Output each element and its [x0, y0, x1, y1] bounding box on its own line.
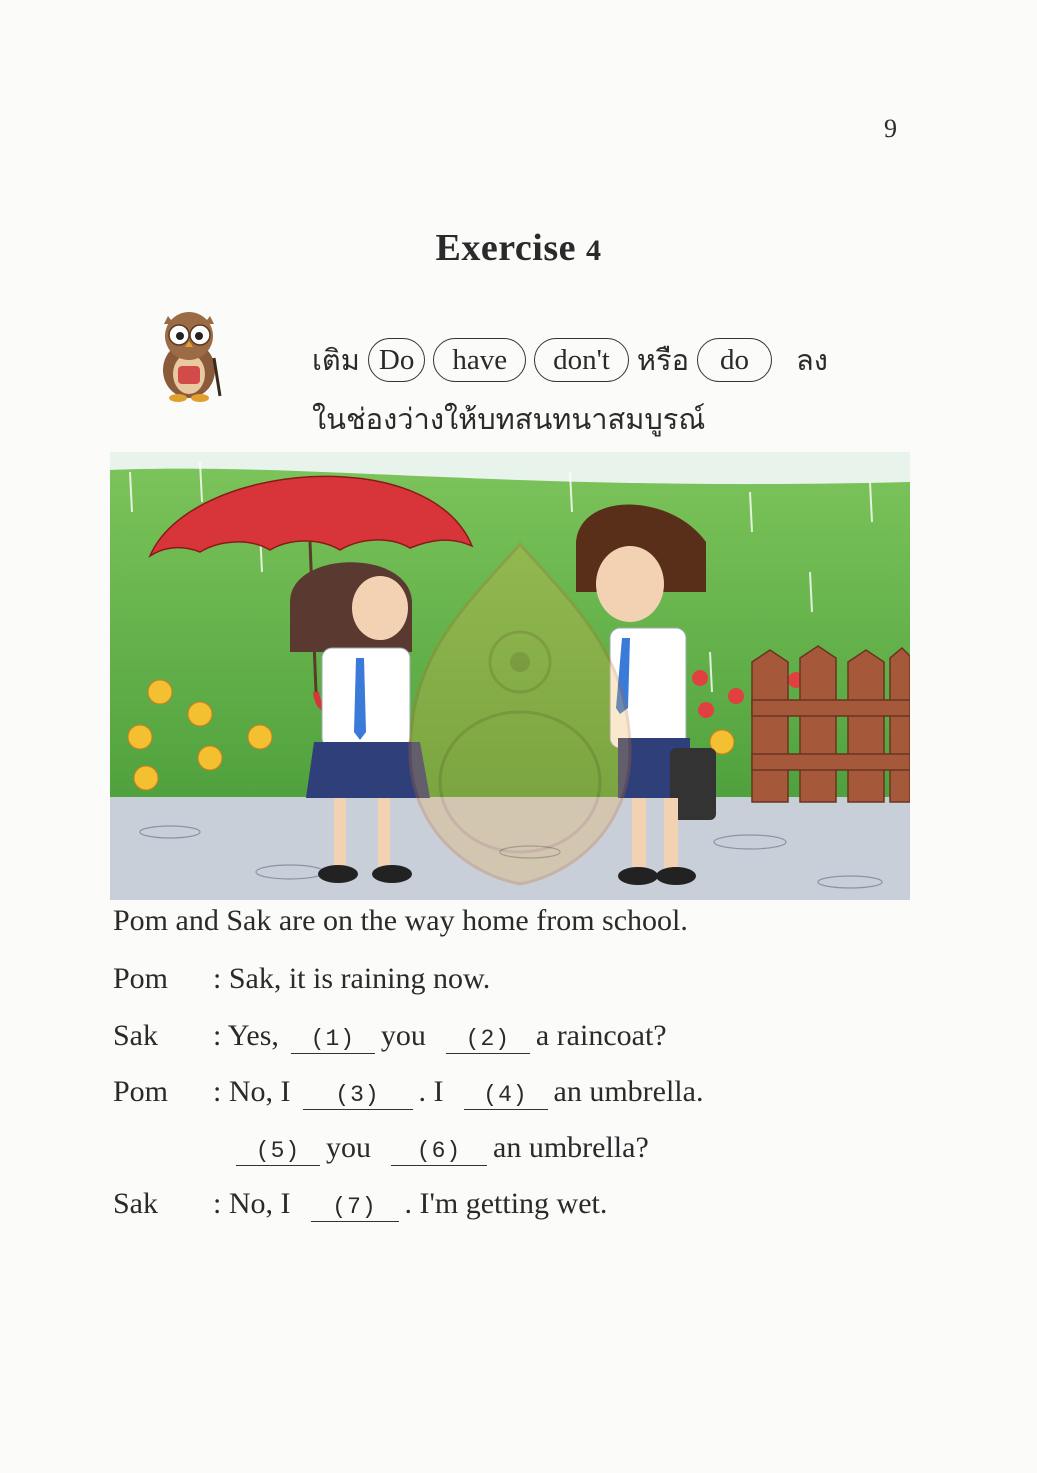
exercise-number: 4	[585, 234, 602, 267]
owl-mascot-icon	[150, 308, 228, 403]
answer-blank-2[interactable]: (2)	[446, 1025, 530, 1054]
exercise-title	[0, 226, 1037, 270]
instruction-line-2: ในช่องว่างให้บทสนทนาสมบูรณ์	[312, 404, 706, 436]
dialog-line-3	[213, 1075, 709, 1110]
dialog-line-4	[236, 1131, 655, 1166]
speaker-sak-1: Sak	[113, 1019, 158, 1052]
answer-blank-7[interactable]: (7)	[311, 1193, 399, 1222]
word-choice-dont: don't	[534, 338, 629, 382]
instruction-line-1	[312, 334, 902, 386]
answer-blank-4[interactable]: (4)	[464, 1081, 548, 1110]
dialog-text: you	[326, 1131, 371, 1164]
instruction-suffix: ลง	[795, 345, 828, 377]
dialog-text: : No, I	[213, 1075, 291, 1108]
page-number: 9	[884, 114, 897, 143]
answer-blank-3[interactable]: (3)	[303, 1081, 413, 1110]
dialog-line-1: : Sak, it is raining now.	[213, 962, 491, 995]
scene-description: Pom and Sak are on the way home from school.	[113, 904, 688, 937]
dialog-text: : No, I	[213, 1187, 291, 1220]
dialog-text: a raincoat?	[535, 1019, 667, 1052]
dialog-text: an umbrella.	[553, 1075, 704, 1108]
word-choice-do: do	[697, 338, 772, 382]
dialog-text: : Yes,	[213, 1019, 279, 1052]
answer-blank-1[interactable]: (1)	[291, 1025, 375, 1054]
answer-blank-6[interactable]: (6)	[391, 1137, 487, 1166]
speaker-pom-1: Pom	[113, 962, 169, 995]
word-choice-have: have	[433, 338, 526, 382]
answer-blank-5[interactable]: (5)	[236, 1137, 320, 1166]
exercise-title-text: Exercise	[435, 227, 576, 269]
instruction-or: หรือ	[636, 345, 689, 377]
rain-scene-illustration	[110, 452, 910, 900]
dialog-line-2	[213, 1019, 673, 1054]
speaker-pom-2: Pom	[113, 1075, 169, 1108]
dialog-text: you	[380, 1019, 426, 1052]
dialog-text: . I'm getting wet.	[404, 1187, 608, 1220]
dialog-line-5	[213, 1187, 613, 1222]
dialog-text: . I	[418, 1075, 444, 1108]
word-choice-do-capital: Do	[368, 338, 425, 382]
instruction-prefix: เติม	[312, 345, 360, 377]
dialog-text: an umbrella?	[493, 1131, 649, 1164]
speaker-sak-2: Sak	[113, 1187, 158, 1220]
